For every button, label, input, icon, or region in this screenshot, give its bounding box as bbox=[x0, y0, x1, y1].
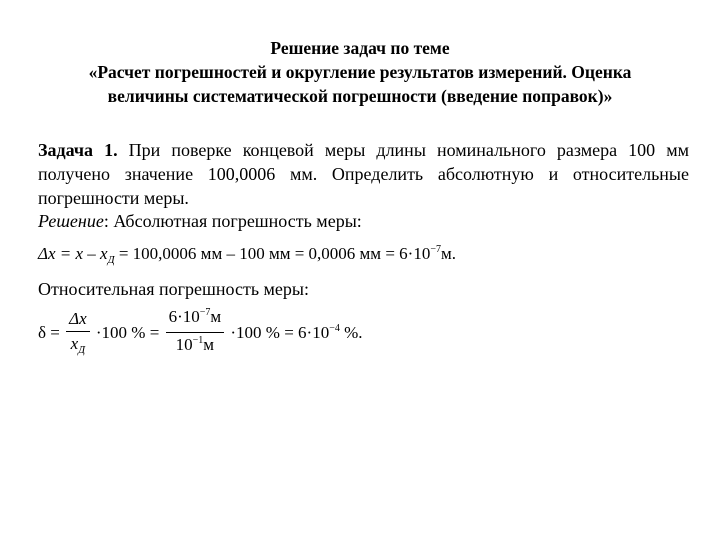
result-unit: %. bbox=[339, 322, 363, 342]
frac1-den-sub: Д bbox=[78, 344, 86, 356]
frac1-denominator bbox=[66, 332, 90, 357]
frac2-num-base: 6·10 bbox=[168, 307, 200, 326]
formula-abs-unit: м. bbox=[440, 244, 456, 263]
task-line-1-text: При поверке концевой меры длины номинального размера 100 мм bbox=[128, 140, 689, 160]
formula-abs-exp: −7 bbox=[430, 244, 441, 255]
fraction-dx-over-xd bbox=[66, 308, 90, 357]
formula-abs-rhs: = 100,0006 мм – 100 мм = 0,0006 мм = 6·10 bbox=[114, 244, 431, 263]
relative-error-formula bbox=[38, 306, 363, 362]
task-line-1 bbox=[38, 138, 689, 162]
frac2-num-exp: −7 bbox=[199, 307, 211, 318]
frac2-den-unit: м bbox=[203, 335, 215, 354]
formula-rel-mult1: ·100 % = bbox=[95, 322, 160, 342]
title-line-1: Решение задач по теме bbox=[270, 38, 450, 58]
frac2-denominator bbox=[166, 333, 225, 359]
absolute-error-formula bbox=[38, 244, 456, 264]
title-line-2: «Расчет погрешностей и округление результатов измерений. Оценка bbox=[88, 62, 632, 82]
task-statement bbox=[38, 138, 689, 210]
task-line-3: погрешности меры. bbox=[38, 188, 189, 208]
solution-heading bbox=[38, 209, 362, 233]
solution-text: : Абсолютная погрешность меры: bbox=[103, 211, 362, 231]
frac2-den-base: 10 bbox=[175, 335, 193, 354]
fraction-values bbox=[166, 306, 225, 359]
formula-abs-sub: Д bbox=[107, 254, 115, 266]
frac2-den-exp: −1 bbox=[192, 335, 204, 346]
frac1-den-x: x bbox=[70, 334, 79, 353]
frac1-numerator: Δx bbox=[66, 308, 90, 332]
frac2-numerator bbox=[166, 306, 225, 333]
task-label: Задача 1. bbox=[38, 140, 118, 160]
result-exp: −4 bbox=[329, 322, 340, 334]
frac2-num-unit: м bbox=[210, 307, 222, 326]
title-line-3: величины систематической погрешности (введение поправок)» bbox=[107, 86, 613, 106]
formula-rel-result bbox=[230, 323, 362, 343]
solution-word: Решение bbox=[38, 211, 104, 231]
result-base: ·100 % = 6·10 bbox=[230, 322, 330, 342]
page-title bbox=[40, 36, 680, 108]
relative-error-label: Относительная погрешность меры: bbox=[38, 279, 310, 299]
task-line-2: получено значение 100,0006 мм. Определить абсолютную и относительные bbox=[38, 164, 689, 184]
formula-rel-delta: δ = bbox=[38, 322, 60, 342]
formula-abs-lhs: Δx = x – x bbox=[38, 244, 108, 263]
